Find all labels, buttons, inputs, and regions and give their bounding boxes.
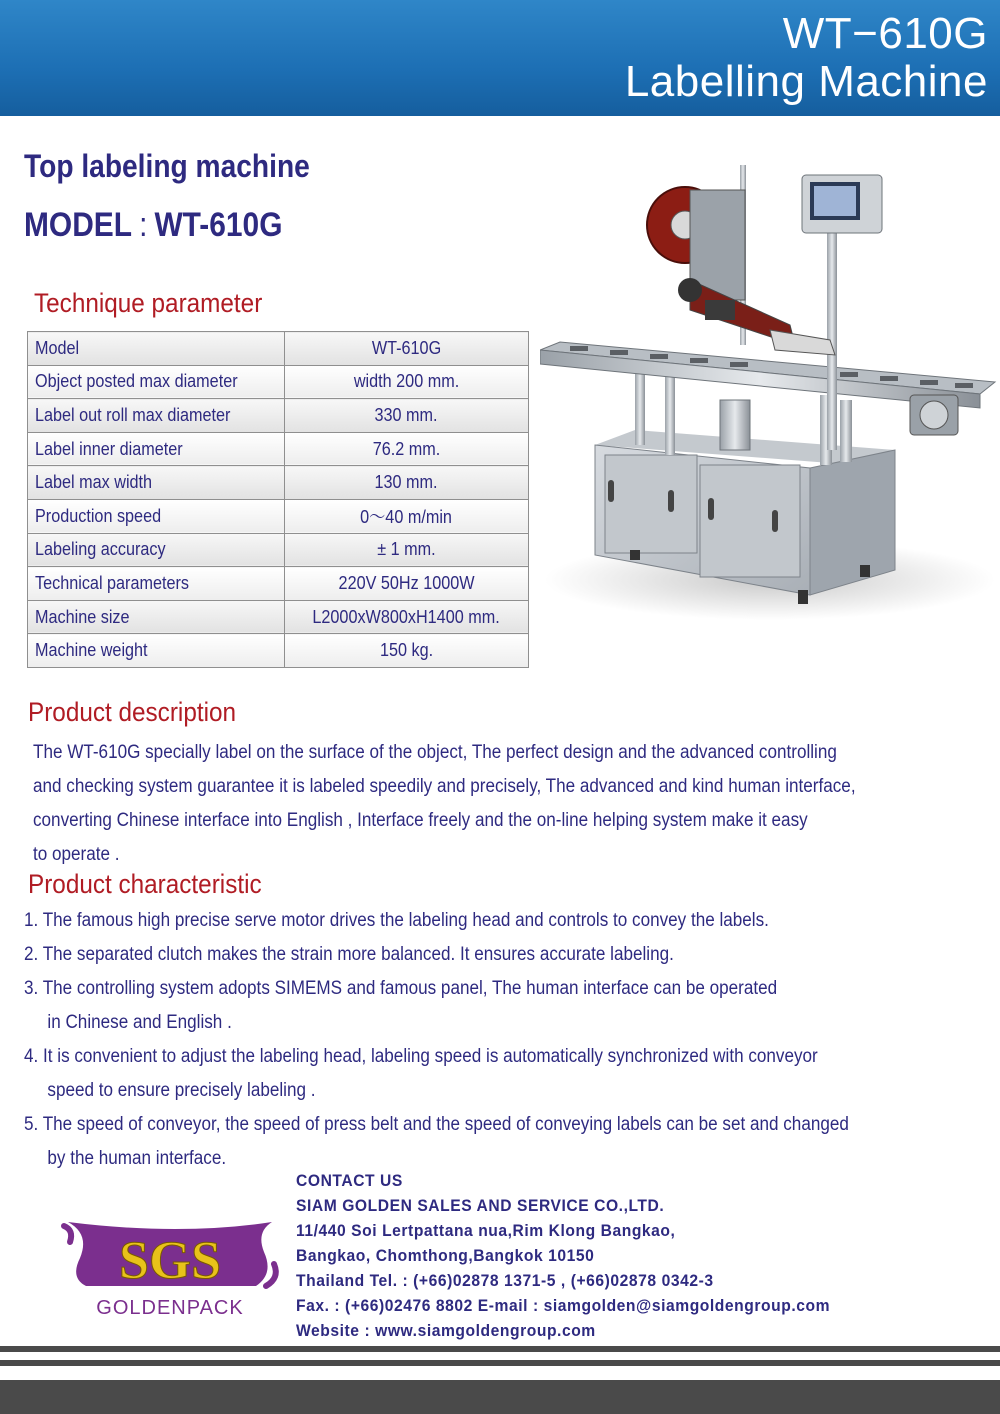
description-title: Product description (28, 697, 237, 727)
param-key: Label max width (35, 472, 153, 493)
param-key: Label inner diameter (35, 438, 183, 459)
page-title: Top labeling machine (24, 148, 310, 184)
table-row (28, 466, 529, 500)
model-heading (24, 206, 282, 245)
table-row (28, 399, 529, 433)
header-band (0, 0, 1000, 116)
description-line: and checking system guarantee it is labeled speedily and precisely, The advanced and kind human interface, (33, 776, 856, 797)
header-product: Labelling Machine (624, 57, 988, 106)
technique-title: Technique parameter (34, 288, 263, 318)
parameter-table (27, 331, 529, 668)
list-item: 2. The separated clutch makes the strain more balanced. It ensures accurate labeling. (24, 944, 674, 965)
model-separator: : (139, 206, 148, 244)
description-line: The WT-610G specially label on the surface of the object, The perfect design and the advanced controlling (33, 742, 837, 763)
param-key: Machine weight (35, 640, 148, 661)
list-item-continuation: in Chinese and English . (47, 1012, 232, 1033)
labeling-machine-image (540, 150, 998, 620)
logo-name: GOLDENPACK (96, 1297, 244, 1319)
param-value: L2000xW800xH1400 mm. (312, 606, 501, 627)
table-row (28, 533, 529, 567)
contact-title: CONTACT US (296, 1171, 403, 1190)
param-key: Label out roll max diameter (35, 404, 231, 425)
logo-mark: SGS (118, 1230, 222, 1290)
param-value: 220V 50Hz 1000W (338, 572, 475, 593)
model-label: MODEL (24, 206, 133, 244)
param-value: 330 mm. (374, 404, 439, 425)
contact-block (296, 1168, 876, 1343)
param-key: Model (35, 337, 80, 358)
list-item: 1. The famous high precise serve motor drives the labeling head and controls to convey the labels. (24, 910, 769, 931)
website: Website : www.siamgoldengroup.com (296, 1321, 596, 1340)
company-name: SIAM GOLDEN SALES AND SERVICE CO.,LTD. (296, 1196, 665, 1215)
list-item: 3. The controlling system adopts SIMEMS and famous panel, The human interface can be operated (24, 978, 778, 999)
footer-stripe-thin (0, 1346, 1000, 1352)
description-text (33, 736, 983, 872)
param-value: WT-610G (371, 337, 442, 358)
address-line-2: Bangkao, Chomthong,Bangkok 10150 (296, 1246, 595, 1265)
param-value: width 200 mm. (353, 371, 460, 392)
param-value: 0～40 m/min (360, 507, 453, 528)
param-value: 76.2 mm. (372, 438, 441, 459)
address-line-1: 11/440 Soi Lertpattana nua,Rim Klong Bangkao, (296, 1221, 676, 1240)
characteristic-list (24, 904, 984, 1176)
sgs-goldenpack-logo (60, 1216, 280, 1326)
header-title (625, 10, 988, 106)
param-key: Production speed (35, 505, 162, 526)
table-row (28, 365, 529, 399)
header-model: WT−610G (782, 9, 988, 58)
table-row (28, 432, 529, 466)
param-key: Labeling accuracy (35, 539, 166, 560)
table-row (28, 634, 529, 668)
param-key: Machine size (35, 606, 130, 627)
description-line: to operate . (33, 844, 120, 865)
model-value: WT-610G (154, 206, 283, 244)
footer-stripe-thin-2 (0, 1360, 1000, 1366)
param-value: ± 1 mm. (377, 539, 436, 560)
table-row (28, 567, 529, 601)
footer-band (0, 1380, 1000, 1414)
param-key: Technical parameters (35, 572, 189, 593)
table-row (28, 332, 529, 366)
description-line: converting Chinese interface into English , Interface freely and the on-line helping system make it easy (33, 810, 808, 831)
list-item: 4. It is convenient to adjust the labeling head, labeling speed is automatically synchronized with conveyor (24, 1046, 818, 1067)
table-row (28, 499, 529, 533)
list-item: 5. The speed of conveyor, the speed of press belt and the speed of conveying labels can be set and changed (24, 1114, 849, 1135)
table-row (28, 600, 529, 634)
param-value: 130 mm. (374, 472, 439, 493)
fax-email: Fax. : (+66)02476 8802 E-mail : siamgolden@siamgoldengroup.com (296, 1296, 831, 1315)
param-key: Object posted max diameter (35, 371, 238, 392)
list-item-continuation: by the human interface. (47, 1148, 227, 1169)
telephone: Thailand Tel. : (+66)02878 1371-5 , (+66)02878 0342-3 (296, 1271, 714, 1290)
param-value: 150 kg. (379, 640, 434, 661)
characteristic-title: Product characteristic (28, 869, 262, 899)
list-item-continuation: speed to ensure precisely labeling . (47, 1080, 316, 1101)
